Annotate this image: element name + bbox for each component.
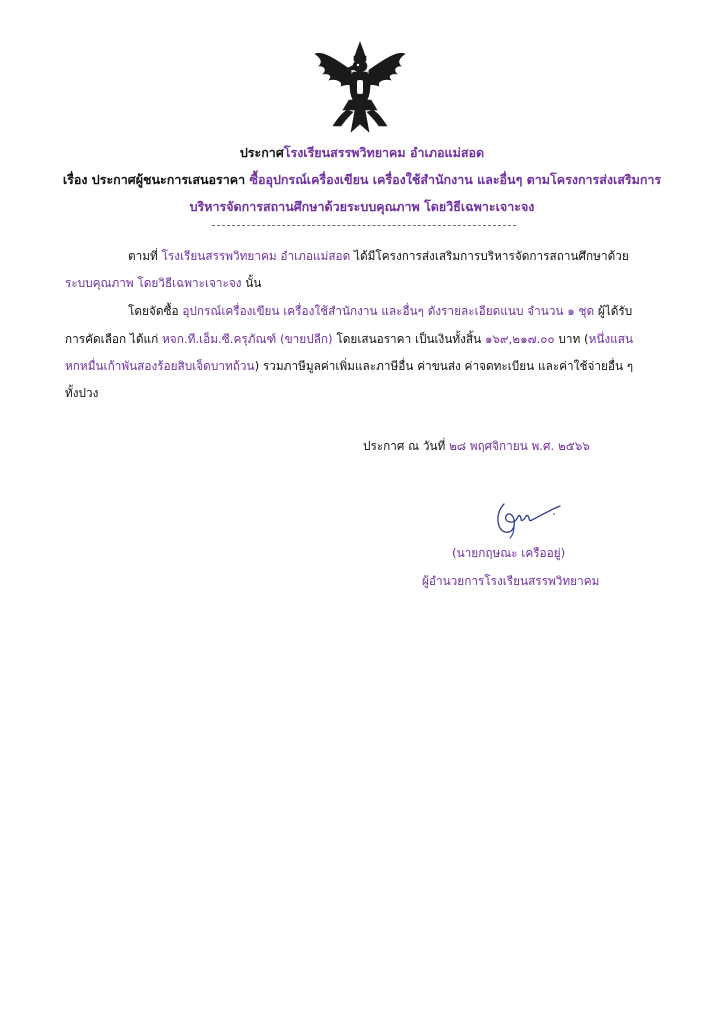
- announcement-title: [0, 143, 724, 163]
- divider-line: [212, 225, 516, 226]
- para1-school: โรงเรียนสรรพวิทยาคม อำเภอแม่สอด: [161, 249, 351, 263]
- paragraph-2-line-2: [65, 330, 633, 349]
- paragraph-2-line-1: [128, 302, 632, 321]
- para2-amount-words-1: หนึ่งแสน: [588, 332, 634, 346]
- title-organization: โรงเรียนสรรพวิทยาคม อำเภอแม่สอด: [283, 145, 485, 160]
- signer-position: ผู้อำนวยการโรงเรียนสรรพวิทยาคม: [422, 574, 600, 588]
- title-prefix: ประกาศ: [239, 145, 284, 160]
- para2-vendor: หจก.ที.เอ็ม.ซี.ครุภัณฑ์ (ขายปลีก): [162, 332, 333, 346]
- para2-text-4: บาท (: [554, 332, 589, 346]
- para2-amount-words-2: หกหมื่นเก้าพันสองร้อยสิบเจ็ดบาทถ้วน: [65, 359, 255, 373]
- subject-text-2: บริหารจัดการสถานศึกษาด้วยระบบคุณภาพ โดยวิธีเฉพาะเจาะจง: [189, 199, 535, 214]
- subject-text-1: ซื้ออุปกรณ์เครื่องเขียน เครื่องใช้สำนักงาน และอื่นๆ ตามโครงการส่งเสริมการ: [249, 172, 662, 187]
- subject-label: เรื่อง ประกาศผู้ชนะการเสนอราคา: [62, 172, 250, 187]
- paragraph-2-line-3: [65, 357, 633, 376]
- paragraph-1-line-2: [65, 274, 261, 293]
- date-value: ๒๘ พฤศจิกายน พ.ศ. ๒๕๖๖: [449, 439, 590, 453]
- para1-text: ได้มีโครงการส่งเสริมการบริหารจัดการสถานศึกษาด้วย: [350, 249, 629, 263]
- date-prefix: ประกาศ ณ วันที่: [363, 439, 450, 453]
- para1-project: ระบบคุณภาพ โดยวิธีเฉพาะเจาะจง: [65, 276, 242, 290]
- para2-item: อุปกรณ์เครื่องเขียน เครื่องใช้สำนักงาน และอื่นๆ ดังรายละเอียดแนบ จำนวน ๑ ชุด: [182, 304, 595, 318]
- para2-amount: ๑๖๙,๒๑๗.๐๐: [484, 332, 555, 346]
- announcement-date: [363, 437, 590, 456]
- paragraph-2-line-4: [65, 384, 98, 403]
- para1-end: นั้น: [241, 276, 262, 290]
- signer-name: (นายกฤษณะ เครืออยู่): [452, 546, 566, 560]
- para2-text-5: ) รวมภาษีมูลค่าเพิ่มและภาษีอื่น ค่าขนส่ง ค่าจดทะเบียน และค่าใช้จ่ายอื่น ๆ: [254, 359, 634, 373]
- para2-text-1: ผู้ได้รับ: [594, 304, 633, 318]
- para2-text-2: การคัดเลือก ได้แก่: [65, 332, 162, 346]
- para2-prefix: โดยจัดซื้อ: [128, 304, 183, 318]
- para2-text-6: ทั้งปวง: [65, 386, 99, 400]
- garuda-emblem-icon: [311, 40, 409, 135]
- paragraph-1-line-1: [128, 247, 629, 266]
- para1-prefix: ตามที่: [128, 249, 162, 263]
- handwritten-signature-icon: [490, 490, 570, 540]
- subject-line-2: [0, 197, 724, 217]
- para2-text-3: โดยเสนอราคา เป็นเงินทั้งสิ้น: [332, 332, 485, 346]
- subject-line-1: [0, 170, 724, 190]
